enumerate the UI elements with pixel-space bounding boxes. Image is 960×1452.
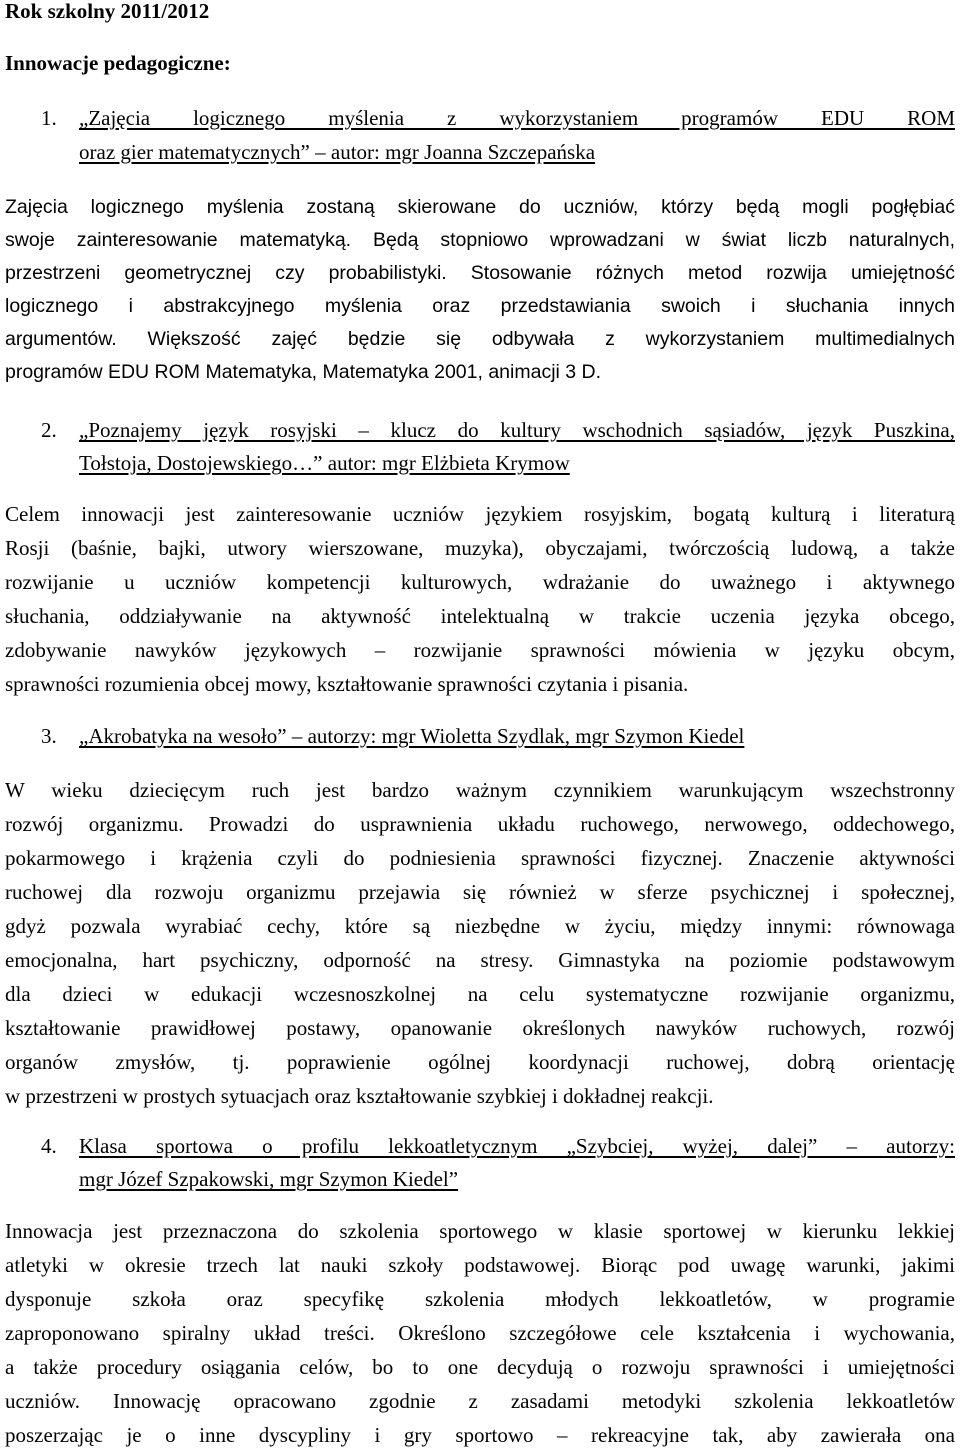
item-3-number: 3. (41, 724, 57, 748)
item-1-heading-line-2: oraz gier matematycznych” – autor: mgr Joanna Szczepańska (79, 140, 596, 164)
item-4-heading (5, 1130, 955, 1198)
item-4-paragraph-line: poszerzając je o inne dyscypliny i gry sportowo – rekreacyjne tak, aby zawierała ona (5, 1423, 955, 1447)
item-1-heading (5, 102, 955, 170)
item-2-heading (5, 414, 955, 482)
item-1-paragraph-line: Zajęcia logicznego myślenia zostaną skierowane do uczniów, którzy będą mogli pogłębiać (5, 196, 955, 218)
item-4-paragraph-line: atletyki w okresie trzech lat nauki szkoły podstawowej. Biorąc pod uwagę warunki, jakimi (5, 1253, 955, 1277)
item-3-paragraph-line: rozwój organizmu. Prowadzi do usprawnienia układu ruchowego, nerwowego, oddechowego, (5, 812, 955, 836)
item-1-number: 1. (41, 106, 57, 130)
item-2-heading-line-1: „Poznajemy język rosyjski – klucz do kultury wschodnich sąsiadów, język Puszkina, (79, 418, 955, 442)
item-3-paragraph-line: w przestrzeni w prostych sytuacjach oraz kształtowanie szybkiej i dokładnej reakcji. (5, 1084, 714, 1108)
item-1-paragraph-line: swoje zainteresowanie matematyką. Będą stopniowo wprowadzani w świat liczb naturalnych, (5, 229, 955, 251)
item-2-paragraph-line: zdobywanie nawyków językowych – rozwijanie sprawności mówienia w języku obcym, (5, 638, 955, 662)
item-3-heading (5, 720, 955, 754)
item-1-paragraph-line: programów EDU ROM Matematyka, Matematyka 2001, animacji 3 D. (5, 361, 602, 383)
document-subtitle: Innowacje pedagogiczne: (5, 51, 231, 75)
item-1-paragraph-line: argumentów. Większość zajęć będzie się odbywała z wykorzystaniem multimedialnych (5, 328, 955, 350)
item-4-paragraph-line: zaproponowano spiralny układ treści. Określono szczegółowe cele kształcenia i wychowania, (5, 1321, 955, 1345)
item-2-paragraph-line: Rosji (baśnie, bajki, utwory wierszowane, muzyka), obyczajami, twórczością ludową, a także (5, 536, 955, 560)
item-1-heading-line-1: „Zajęcia logicznego myślenia z wykorzystaniem programów EDU ROM (79, 106, 955, 130)
item-2-paragraph-line: sprawności rozumienia obcej mowy, kształtowanie sprawności czytania i pisania. (5, 672, 689, 696)
item-3-paragraph-line: kształtowanie prawidłowej postawy, opanowanie określonych nawyków ruchowych, rozwój (5, 1016, 955, 1040)
item-4-paragraph (5, 1214, 955, 1452)
item-4-number: 4. (41, 1134, 57, 1158)
item-4-paragraph-line: a także procedury osiągania celów, bo to one decydują o rozwoju sprawności i umiejętności (5, 1355, 955, 1379)
item-1-paragraph (5, 191, 955, 389)
item-3-paragraph (5, 773, 955, 1113)
item-3-paragraph-line: ruchowej dla rozwoju organizmu przejawia się również w sferze psychicznej i społecznej, (5, 880, 955, 904)
item-2-heading-line-2: Tołstoja, Dostojewskiego…” autor: mgr Elżbieta Krymow (79, 451, 570, 475)
item-4-paragraph-line: dysponuje szkoła oraz specyfikę szkolenia młodych lekkoatletów, w programie (5, 1287, 955, 1311)
item-2-paragraph (5, 497, 955, 701)
document-title: Rok szkolny 2011/2012 (5, 0, 210, 23)
item-4-heading-line-2: mgr Józef Szpakowski, mgr Szymon Kiedel” (79, 1167, 459, 1191)
item-4-heading-line-1: Klasa sportowa o profilu lekkoatletycznym „Szybciej, wyżej, dalej” – autorzy: (79, 1134, 955, 1158)
item-1-paragraph-line: przestrzeni geometrycznej czy probabilistyki. Stosowanie różnych metod rozwija umiejętność (5, 262, 955, 284)
item-3-paragraph-line: pokarmowego i krążenia czyli do podniesienia sprawności fizycznej. Znaczenie aktywności (5, 846, 955, 870)
item-2-paragraph-line: rozwijanie u uczniów kompetencji kulturowych, wdrażanie do uważnego i aktywnego (5, 570, 955, 594)
item-3-heading-line-1: „Akrobatyka na wesoło” – autorzy: mgr Wioletta Szydlak, mgr Szymon Kiedel (79, 724, 745, 748)
item-4-paragraph-line: Innowacja jest przeznaczona do szkolenia sportowego w klasie sportowej w kierunku lekkiej (5, 1219, 955, 1243)
item-3-paragraph-line: dla dzieci w edukacji wczesnoszkolnej na celu systematyczne rozwijanie organizmu, (5, 982, 955, 1006)
item-3-paragraph-line: gdyż pozwala wyrabiać cechy, które są niezbędne w życiu, między innymi: równowaga (5, 914, 955, 938)
item-2-paragraph-line: słuchania, oddziaływanie na aktywność intelektualną w trakcie uczenia języka obcego, (5, 604, 955, 628)
item-3-paragraph-line: W wieku dziecięcym ruch jest bardzo ważnym czynnikiem warunkującym wszechstronny (5, 778, 955, 802)
item-2-paragraph-line: Celem innowacji jest zainteresowanie uczniów językiem rosyjskim, bogatą kulturą i literaturą (5, 502, 955, 526)
item-4-paragraph-line: uczniów. Innowację opracowano zgodnie z zasadami metodyki szkolenia lekkoatletów (5, 1389, 955, 1413)
item-2-number: 2. (41, 418, 57, 442)
item-3-paragraph-line: organów zmysłów, tj. poprawienie ogólnej koordynacji ruchowej, dobrą orientację (5, 1050, 955, 1074)
item-3-paragraph-line: emocjonalna, hart psychiczny, odporność na stresy. Gimnastyka na poziomie podstawowym (5, 948, 955, 972)
item-1-paragraph-line: logicznego i abstrakcyjnego myślenia oraz przedstawiania swoich i słuchania innych (5, 295, 955, 317)
